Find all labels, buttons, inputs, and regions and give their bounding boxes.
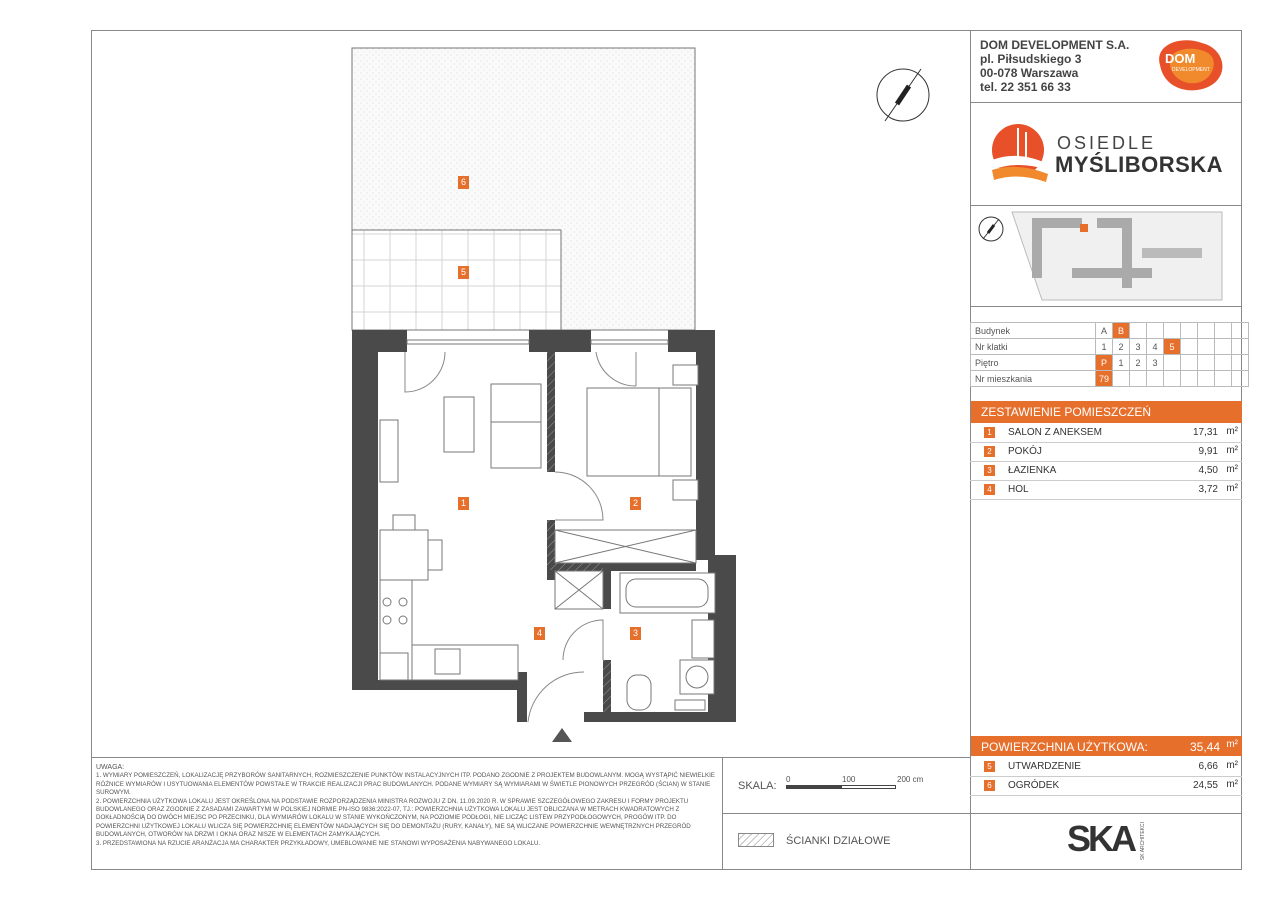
dom-development-logo: DOM DEVELOPMENT bbox=[1150, 37, 1228, 93]
extra-divider bbox=[970, 795, 1242, 796]
room-divider bbox=[970, 499, 1242, 500]
rooms-header: ZESTAWIENIE POMIESZCZEŃ bbox=[971, 401, 1242, 423]
room-area: 9,91 bbox=[1198, 446, 1218, 457]
company-phone: tel. 22 351 66 33 bbox=[980, 80, 1071, 94]
note-1: 1. WYMIARY POMIESZCZEŃ, LOKALIZACJĘ PRZYBORÓW SANITARNYCH, ROZMIESZCZENIE PUNKTÓW INSTALACYJNYCH ITP. PODANO ZGODNIE Z PROJEKTEM BUDOWLANYM. MOGĄ WYSTĄPIĆ NIEWIELKIE RÓŻNICE WYMIARÓW I USYTUOWANIA ELEMENTÓW POWSTAŁE W TRAKCIE REALIZACJI PRAC BUDOWLANYCH. PODANE WYMIARY SĄ WYMIARAMI W ŚWIETLE PIONOWYCH PRZEGRÓD (ŚCIAN) W STANIE SUROWYM. bbox=[96, 772, 715, 797]
architect-sub: SK ARCHITEKCI bbox=[1140, 822, 1146, 861]
legend-divider bbox=[722, 813, 970, 814]
extra-name: OGRÓDEK bbox=[1008, 780, 1060, 791]
scale-tick-200: 200 cm bbox=[897, 775, 924, 784]
key-plan bbox=[972, 208, 1240, 304]
row-pietro: Piętro P 1 2 3 bbox=[971, 355, 1249, 371]
project-title-line-2: MYŚLIBORSKA bbox=[1055, 152, 1224, 177]
note-2: 2. POWIERZCHNIA UŻYTKOWA LOKALU JEST OKREŚLONA NA PODSTAWIE ROZPORZĄDZENIA MINISTRA ROZWOJU Z DN. 11.09.2020 R. W SPRAWIE SZCZEGÓŁOWEGO ZAKRESU I FORMY PROJEKTU BUDOWLANEGO ORAZ ZGODNIE Z ZASADAMI ZAWARTYMI W POLSKIEJ NORMIE PN-ISO 9836:2022-07, TJ.: POWIERZCHNIA UŻYTKOWA LOKALU JEST OBLICZANA W METRACH KWADRATOWYCH Z DOKŁADNOŚCIĄ DO DWÓCH MIEJSC PO PRZECINKU, DLA WYMIARÓW LOKALU W STANIE WYKOŃCZONYM, NA POZIOMIE PODŁOGI, NIE LICZĄC LISTEW PRZYPODŁOGOWYCH, PROGÓW ITP. DO POWIERZCHNI UŻYTKOWEJ LOKALU WLICZA SIĘ POWIERZCHNIĘ ELEMENTÓW NADAJĄCYCH SIĘ DO DEMONTAŻU (RURY, KANAŁY), NIE SĄ WLICZANE POWIERZCHNIE WEWNĘTRZNYCH PRZEGRÓD BUDOWLANYCH, OTWORÓW NA DRZWI I OKNA ORAZ NISZE W ELEMENTACH ZAMYKAJĄCYCH. bbox=[96, 797, 691, 839]
extra-area: 6,66 bbox=[1198, 761, 1218, 772]
scale-tick-0: 0 bbox=[786, 775, 791, 784]
entrance-arrow bbox=[552, 728, 572, 742]
company-divider bbox=[970, 102, 1242, 103]
notes bbox=[96, 764, 716, 848]
company-name: DOM DEVELOPMENT S.A. bbox=[980, 38, 1130, 52]
room-name: HOL bbox=[1008, 484, 1029, 495]
total-area-bar bbox=[971, 736, 1242, 756]
room-area: 17,31 bbox=[1192, 427, 1218, 438]
row-klatka: Nr klatki 1 2 3 4 5 bbox=[971, 339, 1249, 355]
marker-6: 6 bbox=[458, 176, 469, 189]
room-number: 2 bbox=[984, 446, 995, 457]
extra-row bbox=[984, 777, 1238, 795]
compass-icon bbox=[877, 69, 929, 121]
room-name: SALON Z ANEKSEM bbox=[1008, 427, 1102, 438]
room-unit: m² bbox=[1226, 483, 1238, 494]
scale-label: SKALA: bbox=[738, 780, 777, 792]
room-number: 4 bbox=[984, 484, 995, 495]
scale-bar-light bbox=[841, 785, 896, 789]
project-divider bbox=[970, 205, 1242, 206]
room-row bbox=[984, 462, 1238, 480]
marker-2: 2 bbox=[630, 497, 641, 510]
keyplan-divider bbox=[970, 306, 1242, 307]
scale-tick-100: 100 bbox=[842, 775, 856, 784]
total-unit: m² bbox=[1226, 739, 1238, 750]
room-unit: m² bbox=[1226, 426, 1238, 437]
partition-hatch-icon bbox=[738, 833, 774, 847]
room-number: 3 bbox=[984, 465, 995, 476]
room-unit: m² bbox=[1226, 445, 1238, 456]
terrace-area bbox=[352, 230, 561, 330]
extra-unit: m² bbox=[1226, 779, 1238, 790]
extra-area: 24,55 bbox=[1192, 780, 1218, 791]
room-area: 4,50 bbox=[1198, 465, 1218, 476]
row-mieszkanie: Nr mieszkania 79 bbox=[971, 371, 1249, 387]
project-title-line-1: OSIEDLE bbox=[1057, 133, 1157, 153]
floor-plan bbox=[91, 30, 970, 757]
company-address-1: pl. Piłsudskiego 3 bbox=[980, 52, 1082, 66]
extra-unit: m² bbox=[1226, 760, 1238, 771]
room-unit: m² bbox=[1226, 464, 1238, 475]
row-budynek: Budynek A B bbox=[971, 323, 1249, 339]
notes-divider bbox=[91, 757, 970, 758]
legend-label: ŚCIANKI DZIAŁOWE bbox=[786, 835, 891, 847]
total-area: 35,44 bbox=[1189, 740, 1220, 754]
room-row bbox=[984, 443, 1238, 461]
company-address-2: 00-078 Warszawa bbox=[980, 66, 1079, 80]
unit-info-table bbox=[970, 322, 1249, 387]
architect-logo: SKA bbox=[1067, 818, 1135, 859]
marker-4: 4 bbox=[534, 627, 545, 640]
company-info bbox=[980, 38, 1129, 94]
marker-3: 3 bbox=[630, 627, 641, 640]
marker-1: 1 bbox=[458, 497, 469, 510]
architect-divider bbox=[970, 813, 1242, 814]
extra-number: 6 bbox=[984, 780, 995, 791]
osiedle-logo-icon bbox=[988, 120, 1052, 190]
room-row bbox=[984, 424, 1238, 442]
total-label: POWIERZCHNIA UŻYTKOWA: bbox=[981, 740, 1148, 754]
room-name: POKÓJ bbox=[1008, 446, 1042, 457]
extra-row bbox=[984, 758, 1238, 776]
notes-title: UWAGA: bbox=[96, 764, 125, 771]
room-area: 3,72 bbox=[1198, 484, 1218, 495]
marker-5: 5 bbox=[458, 266, 469, 279]
scale-bar-dark bbox=[786, 785, 841, 789]
room-row bbox=[984, 481, 1238, 499]
room-number: 1 bbox=[984, 427, 995, 438]
room-name: ŁAZIENKA bbox=[1008, 465, 1057, 476]
extra-name: UTWARDZENIE bbox=[1008, 761, 1081, 772]
extra-number: 5 bbox=[984, 761, 995, 772]
note-3: 3. PRZEDSTAWIONA NA RZUCIE ARANŻACJA MA CHARAKTER PRZYKŁADOWY, UMEBLOWANIE NIE STANOWI WYPOSAŻENIA NABYWANEGO LOKALU. bbox=[96, 839, 541, 847]
